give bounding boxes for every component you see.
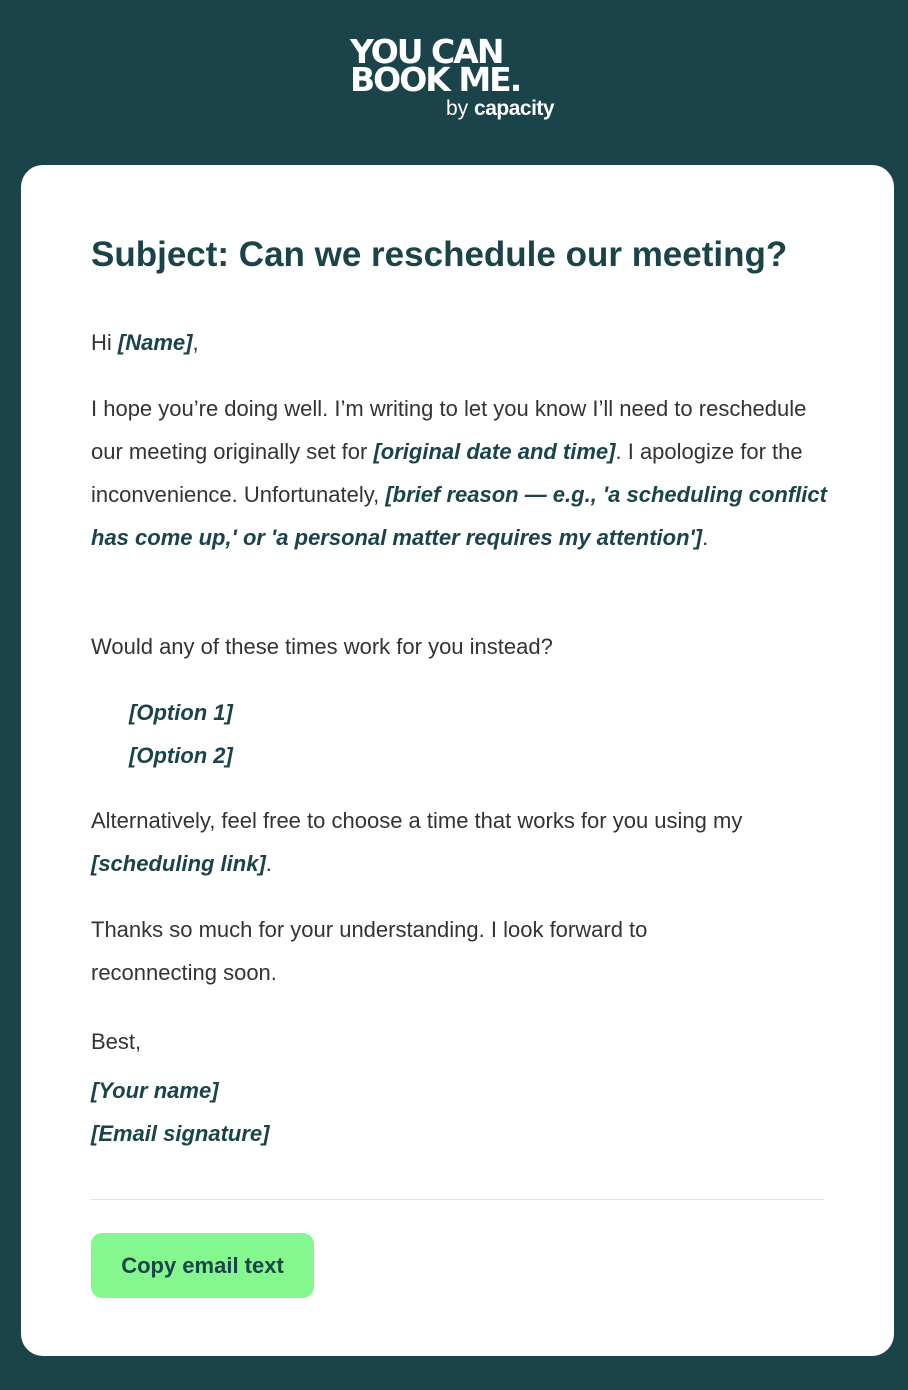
alternative-text-a: Alternatively, feel free to choose a time that works for you using my <box>91 808 743 833</box>
placeholder-your-name: [Your name] <box>91 1078 219 1103</box>
logo-line-2: BOOK ME. <box>350 60 521 99</box>
logo-brand-word: capacity <box>474 97 555 120</box>
alternative-text-b: . <box>265 851 272 876</box>
email-signoff: Best, <box>91 1029 142 1054</box>
youcanbookme-logo <box>350 32 580 128</box>
email-paragraph-intro <box>91 387 831 559</box>
email-paragraph-thanks: Thanks so much for your understanding. I look forward to reconnecting soon. <box>91 917 648 985</box>
logo-byline <box>446 97 554 121</box>
intro-text-c: . <box>702 525 709 550</box>
logo-line-1: YOU CAN <box>350 32 503 71</box>
intro-text-b: . I apologize for the inconvenience. Unfortunately, <box>91 439 803 507</box>
logo-by-word: by <box>446 97 469 120</box>
placeholder-email-signature: [Email signature] <box>91 1121 270 1146</box>
copy-email-text-button[interactable]: Copy email text <box>91 1233 314 1298</box>
email-paragraph-question: Would any of these times work for you instead? <box>91 634 553 659</box>
placeholder-scheduling-link: [scheduling link] <box>91 851 266 876</box>
placeholder-name: [Name] <box>117 330 193 355</box>
intro-text-a: I hope you’re doing well. I’m writing to let you know I’ll need to reschedule our meeting originally set for <box>91 396 807 464</box>
greeting-prefix: Hi <box>91 330 118 355</box>
option-1: [Option 1] <box>129 700 233 725</box>
placeholder-brief-reason: [brief reason — e.g., 'a scheduling conflict has come up,' or 'a personal matter requires my attention'] <box>91 482 827 550</box>
email-template-card <box>21 165 894 1356</box>
email-subject: Subject: Can we reschedule our meeting? <box>91 235 788 274</box>
greeting-suffix: , <box>192 330 199 355</box>
placeholder-original-date: [original date and time] <box>373 439 616 464</box>
option-2: [Option 2] <box>129 743 233 768</box>
email-greeting <box>91 321 831 364</box>
email-paragraph-alternative <box>91 799 831 885</box>
divider <box>91 1199 824 1200</box>
